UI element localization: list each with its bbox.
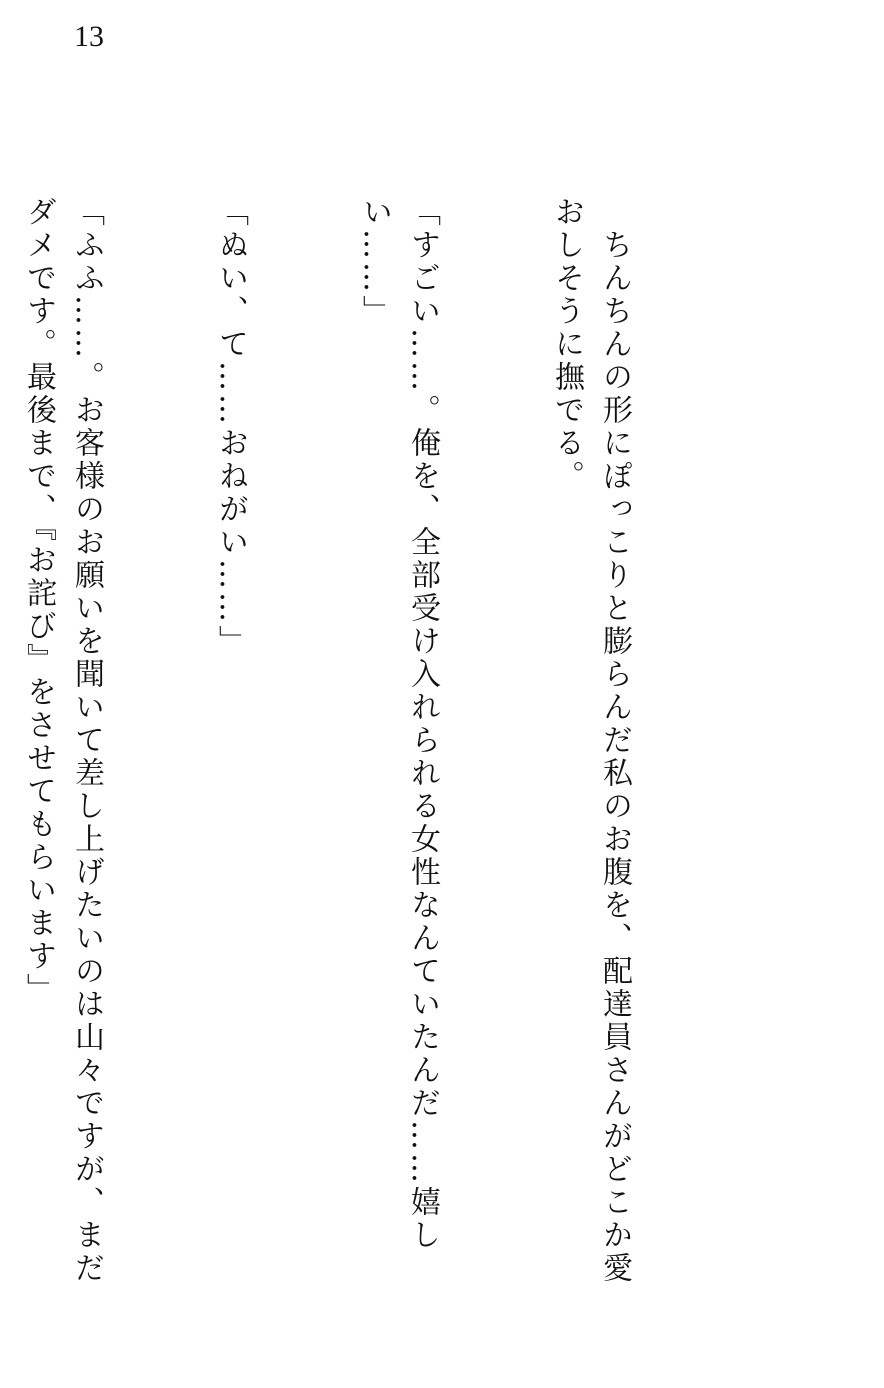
- body-text: [0, 196, 734, 1306]
- paragraph: 「ふふ……。お客様のお願いを聞いて差し上げたいのは山々ですが、まだダメです。最後まで、『お詫び』をさせてもらいます」: [21, 196, 104, 1285]
- paragraph: ちんちんの形にぽっこりと膨らんだ私のお腹を、配達員さんがどこか愛おしそうに撫でる。: [549, 196, 632, 1285]
- paragraph: 「ぬい、て……おねがい……」: [213, 196, 248, 658]
- page-number: 13: [74, 20, 104, 53]
- paragraph: 「すごい……。俺を、全部受け入れられる女性なんていたんだ……嬉しい……」: [357, 196, 440, 1252]
